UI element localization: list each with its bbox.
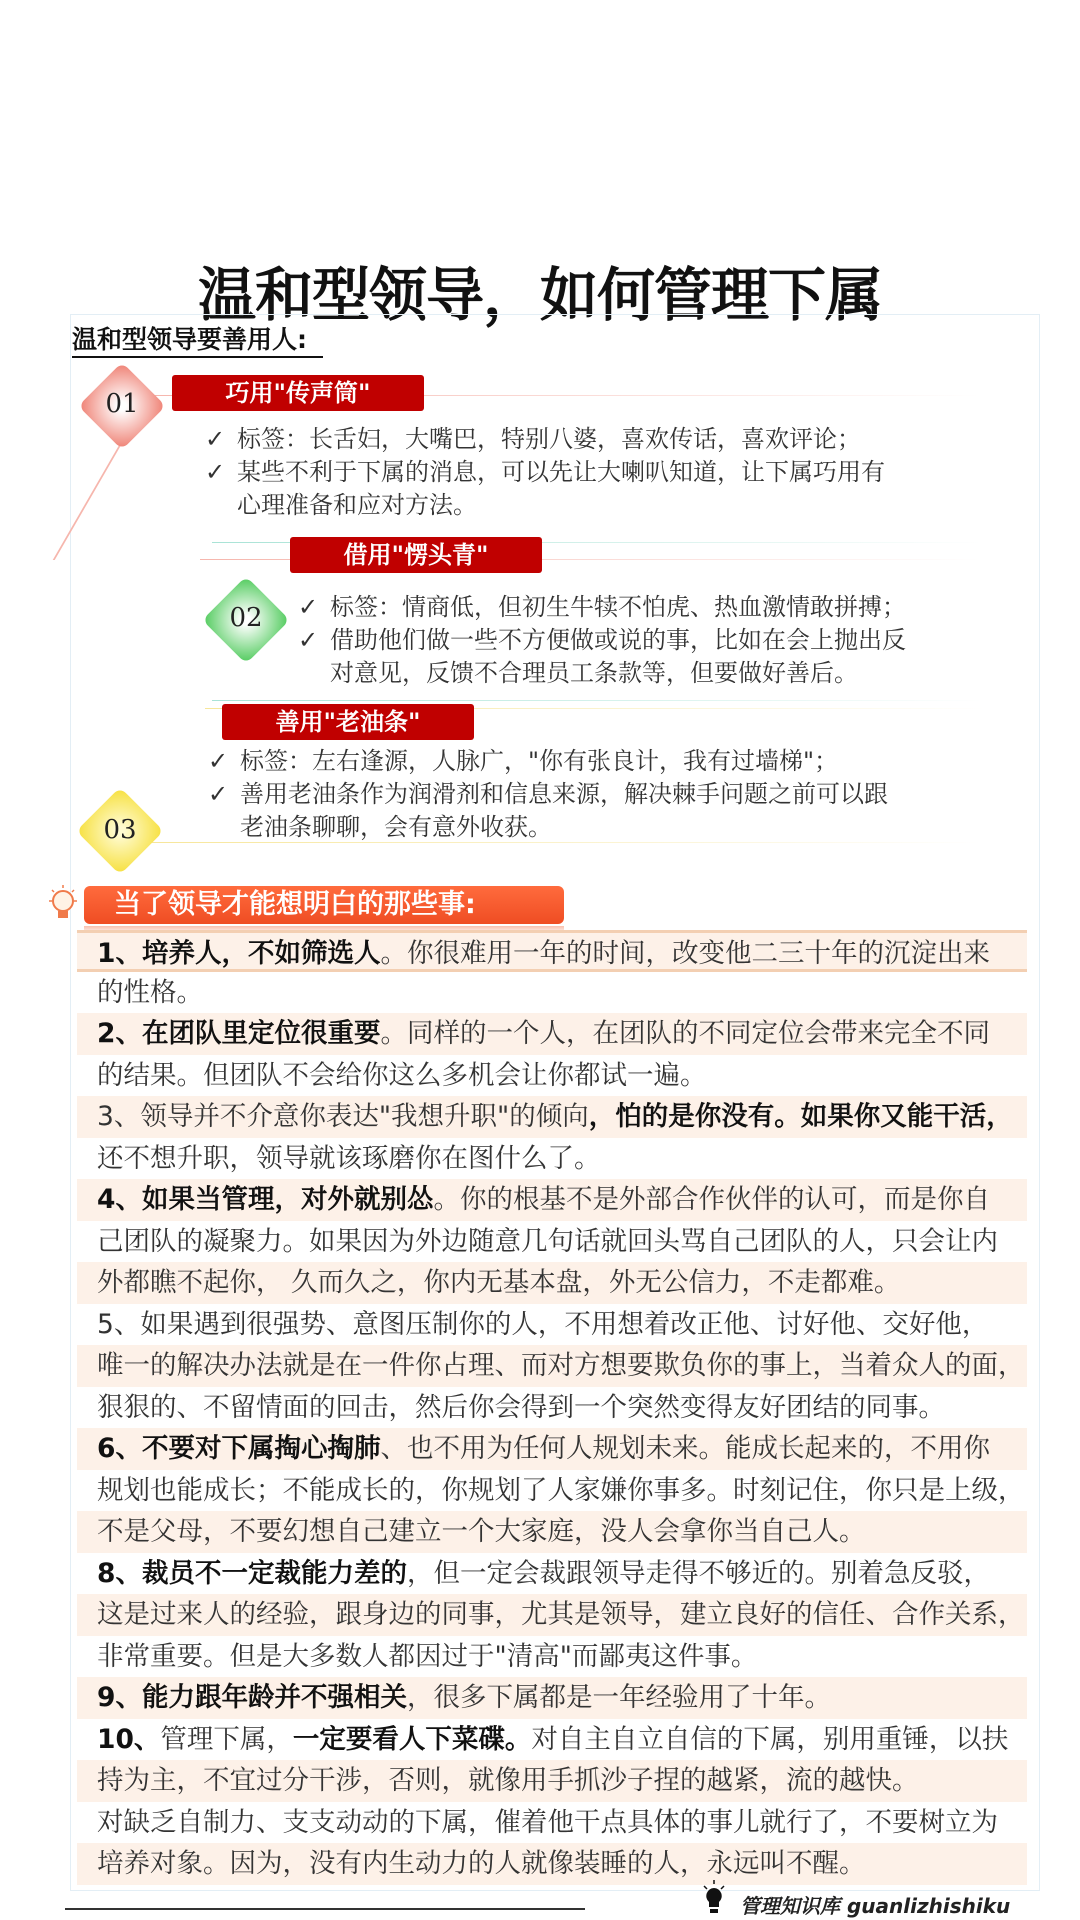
list-line-highlight: 1、培养人，不如筛选人 [97, 938, 381, 969]
list-line [77, 1179, 1027, 1221]
list-line-highlight: 9、能力跟年龄并不强相关 [97, 1682, 407, 1713]
bullet-item: 心理准备和应对方法。 [237, 491, 477, 519]
section-1-number: 01 [105, 389, 139, 419]
list-line-text: 不是父母，不要幻想自己建立一个大家庭，没人会拿你当自己人。 [97, 1516, 866, 1547]
check-icon: ✓ [208, 780, 229, 808]
list-line-text: 培养对象。因为，没有内生动力的人就像装睡的人，永远叫不醒。 [97, 1848, 866, 1879]
list-line-highlight: 10、 [97, 1723, 161, 1755]
list-line-text: 还不想升职，领导就该琢磨你在图什么了。 [97, 1142, 601, 1174]
list-line [77, 1802, 1027, 1844]
section-2-number: 02 [229, 603, 263, 633]
list-line-highlight: ，怕的是你没有。如果你又能干活， [588, 1101, 1013, 1132]
list-line [77, 972, 1027, 1014]
section-heading: 温和型领导要善用人: [72, 320, 323, 358]
footer-divider [65, 1908, 585, 1910]
bullet-item: 老油条聊聊，会有意外收获。 [240, 813, 552, 841]
list-line [77, 1843, 1027, 1885]
list-line [77, 930, 1027, 972]
bullet-item: ✓ 标签：情商低，但初生牛犊不怕虎、热血激情敢拼搏； [298, 591, 906, 624]
check-icon: ✓ [205, 425, 226, 453]
list-line-text: 狠狠的、不留情面的回击，然后你会得到一个突然变得友好团结的同事。 [97, 1391, 945, 1423]
list-line-highlight: 8、裁员不一定裁能力差的 [97, 1557, 407, 1589]
list-line-text: 的结果。但团队不会给你这么多机会让你都试一遍。 [97, 1059, 707, 1091]
section-2-bullets [298, 591, 906, 690]
list-line [77, 1760, 1027, 1802]
list-line-highlight: 2、在团队里定位很重要 [97, 1018, 381, 1049]
page-title: 温和型领导，如何管理下属 [197, 261, 882, 329]
list-line [77, 1304, 1027, 1346]
list-line-text: 己团队的凝聚力。如果因为外边随意几句话就回头骂自己团队的人，只会让内 [97, 1225, 998, 1257]
list-line [77, 1677, 1027, 1719]
bullet-item: ✓ 标签：长舌妇，大嘴巴，特别八婆，喜欢传话，喜欢评论； [205, 423, 885, 456]
list-line [77, 1428, 1027, 1470]
list-line-text: 的性格。 [97, 976, 203, 1008]
list-line [77, 1138, 1027, 1180]
footer-brand: 管理知识库 guanlizhishiku [740, 1894, 1011, 1918]
check-icon: ✓ [298, 593, 319, 621]
list-line [77, 1055, 1027, 1097]
check-icon: ✓ [208, 747, 229, 775]
list-line-text: 。你很难用一年的时间，改变他二三十年的沉淀出来 [380, 938, 990, 969]
list-line-highlight: 一定要看人下菜碟。 [292, 1723, 532, 1755]
list-line-text: 。你的根基不是外部合作伙伴的认可，而是你自 [433, 1184, 990, 1215]
section-3-label: 善用"老油条" [222, 704, 474, 740]
list-line-text: 对自主自立自信的下属，别用重锤，以扶 [531, 1723, 1009, 1755]
list-line-text: 。同样的一个人，在团队的不同定位会带来完全不同 [380, 1018, 990, 1049]
check-icon: ✓ [298, 626, 319, 654]
section-2-label: 借用"愣头青" [290, 537, 542, 573]
list-line [77, 1553, 1027, 1595]
footer-lightbulb-icon [702, 1880, 726, 1916]
check-icon: ✓ [205, 458, 226, 486]
list-banner: 当了领导才能想明白的那些事: [84, 886, 564, 924]
list-line-text: 对缺乏自制力、支支动动的下属，催着他干点具体的事儿就行了，不要树立为 [97, 1806, 998, 1838]
list-line [77, 1511, 1027, 1553]
list-line-text: 3、领导并不介意你表达"我想升职"的倾向 [97, 1101, 589, 1132]
list-line [77, 1221, 1027, 1263]
list-line-text: ，但一定会裁跟领导走得不够近的。别着急反驳， [406, 1557, 990, 1589]
list-line-highlight: 4、如果当管理，对外就别怂 [97, 1184, 434, 1215]
bullet-item: ✓ 善用老油条作为润滑剂和信息来源，解决棘手问题之前可以跟 [208, 778, 888, 811]
section-1-bullets [205, 423, 885, 522]
list-line-text: 5、如果遇到很强势、意图压制你的人，不用想着改正他、讨好他、交好他， [97, 1308, 989, 1340]
list-line [77, 1096, 1027, 1138]
list-line [77, 1262, 1027, 1304]
list-line [77, 1594, 1027, 1636]
list-line [77, 1636, 1027, 1678]
list-line-highlight: 6、不要对下属掏心掏肺 [97, 1433, 381, 1464]
list-line-text: ，很多下属都是一年经验用了十年。 [406, 1682, 831, 1713]
bullet-item: ✓ 某些不利于下属的消息，可以先让大喇叭知道，让下属巧用有 [205, 456, 885, 489]
list-line-text: 非常重要。但是大多数人都因过于"清高"而鄙夷这件事。 [97, 1640, 758, 1672]
list-line-text: 这是过来人的经验，跟身边的同事，尤其是领导，建立良好的信任、合作关系， [97, 1599, 1025, 1630]
bullet-item: ✓ 借助他们做一些不方便做或说的事，比如在会上抛出反 [298, 624, 906, 657]
list-line-text: 外都瞧不起你， 久而久之，你内无基本盘，外无公信力，不走都难。 [97, 1267, 901, 1298]
lightbulb-icon [46, 884, 80, 924]
bullet-item: 对意见，反馈不合理员工条款等，但要做好善后。 [330, 659, 858, 687]
list-line [77, 1013, 1027, 1055]
section-1-label: 巧用"传声筒" [172, 375, 424, 411]
tips-list [77, 930, 1027, 1885]
list-line-text: 唯一的解决办法就是在一件你占理、而对方想要欺负你的事上，当着众人的面， [97, 1350, 1025, 1381]
list-line [77, 1470, 1027, 1512]
list-line-text: 持为主，不宜过分干涉，否则，就像用手抓沙子捏的越紧，流的越快。 [97, 1765, 919, 1796]
section-2-bottom-line [212, 700, 982, 701]
list-line-text: 规划也能成长；不能成长的，你规划了人家嫌你事多。时刻记住，你只是上级， [97, 1474, 1025, 1506]
list-line-text: 、也不用为任何人规划未来。能成长起来的，不用你 [380, 1433, 990, 1464]
section-3-number: 03 [103, 815, 137, 845]
list-line [77, 1387, 1027, 1429]
section-3-bullets [208, 745, 888, 844]
list-line-text: 管理下属， [160, 1723, 293, 1755]
bullet-item: ✓ 标签：左右逢源，人脉广，"你有张良计，我有过墙梯"； [208, 745, 888, 778]
list-line [77, 1345, 1027, 1387]
list-line [77, 1719, 1027, 1761]
